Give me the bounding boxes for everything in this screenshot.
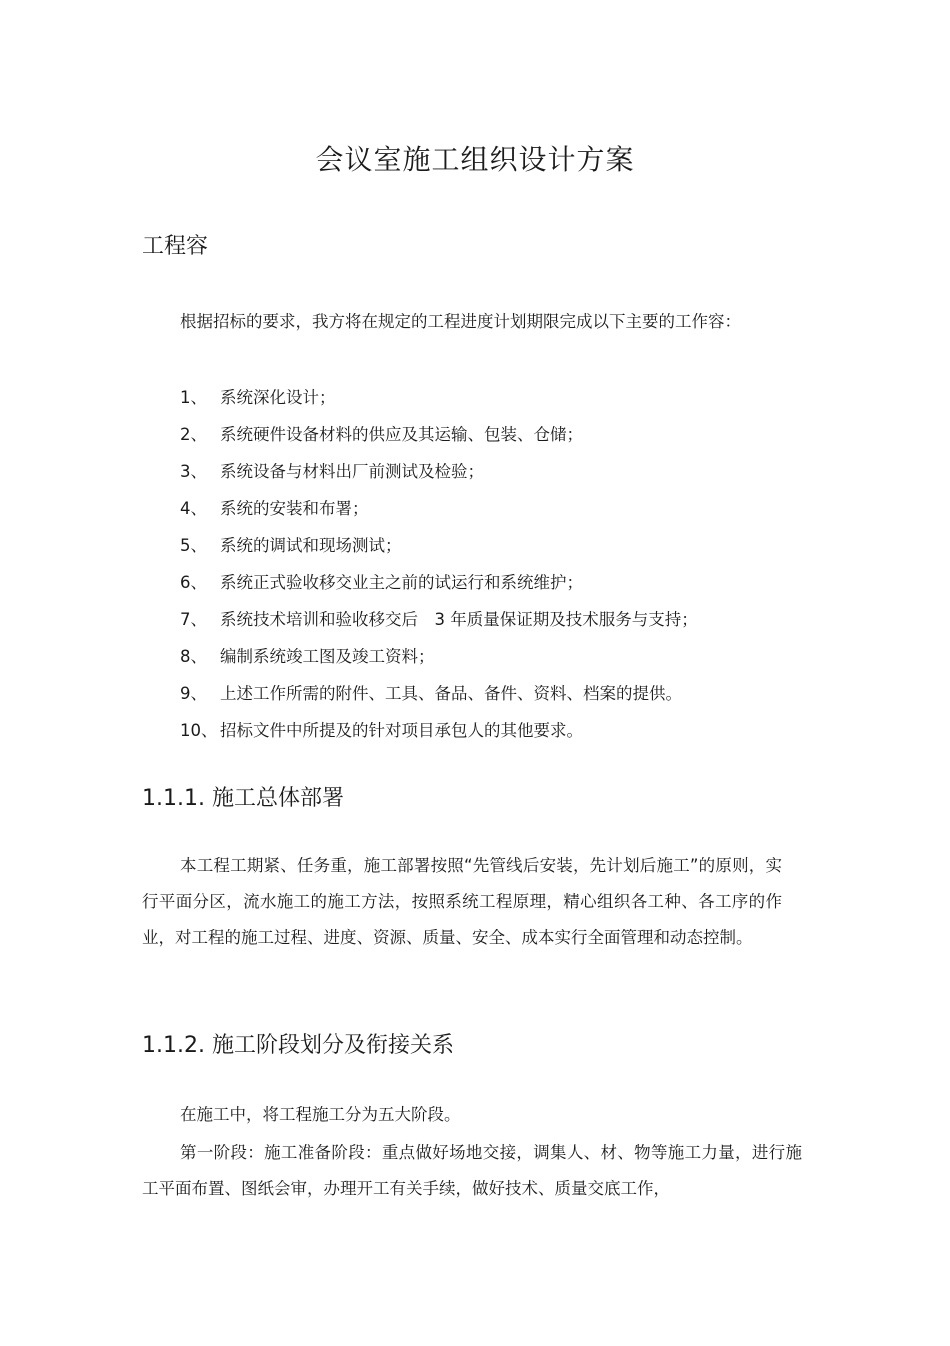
list-item bbox=[180, 712, 698, 749]
list-item-number: 9、 bbox=[180, 684, 207, 703]
list-item bbox=[180, 638, 698, 675]
list-item-number: 10、 bbox=[180, 721, 218, 740]
list-item-number: 5、 bbox=[180, 536, 207, 555]
intro-paragraph: 根据招标的要求，我方将在规定的工程进度计划期限完成以下主要的工作容： bbox=[180, 312, 741, 331]
list-item-text: 系统的调试和现场测试； bbox=[220, 536, 402, 555]
list-item-number: 1、 bbox=[180, 388, 207, 407]
stage-one-paragraph: 第一阶段：施工准备阶段：重点做好场地交接，调集人、材、物等施工力量，进行施工平面布置、图纸会审，办理开工有关手续，做好技术、质量交底工作， bbox=[142, 1143, 802, 1198]
section-heading-project-content: 工程容 bbox=[142, 234, 209, 259]
list-item-text: 系统技术培训和验收移交后 3 年质量保证期及技术服务与支持； bbox=[220, 610, 698, 629]
list-item-text: 系统设备与材料出厂前测试及检验； bbox=[220, 462, 484, 481]
list-item-number: 4、 bbox=[180, 499, 207, 518]
section-heading-overall-deployment: 1.1.1. 施工总体部署 bbox=[142, 786, 344, 811]
list-item-number: 8、 bbox=[180, 647, 207, 666]
list-item bbox=[180, 379, 698, 416]
list-item-number: 7、 bbox=[180, 610, 207, 629]
list-item-text: 系统的安装和布署； bbox=[220, 499, 369, 518]
list-item bbox=[180, 675, 698, 712]
task-list bbox=[180, 379, 698, 749]
list-item bbox=[180, 564, 698, 601]
stage-intro-paragraph: 在施工中，将工程施工分为五大阶段。 bbox=[180, 1105, 461, 1124]
list-item bbox=[180, 453, 698, 490]
list-item-number: 6、 bbox=[180, 573, 207, 592]
list-item-text: 系统硬件设备材料的供应及其运输、包装、仓储； bbox=[220, 425, 583, 444]
list-item bbox=[180, 416, 698, 453]
list-item bbox=[180, 490, 698, 527]
list-item-number: 3、 bbox=[180, 462, 207, 481]
list-item-text: 招标文件中所提及的针对项目承包人的其他要求。 bbox=[220, 721, 583, 740]
list-item-text: 系统正式验收移交业主之前的试运行和系统维护； bbox=[220, 573, 583, 592]
deployment-paragraph: 本工程工期紧、任务重，施工部署按照“先管线后安装，先计划后施工”的原则，实行平面分区，流水施工的施工方法，按照系统工程原理，精心组织各工种、各工序的作业，对工程的施工过程、进度、资源、质量、安全、成本实行全面管理和动态控制。 bbox=[142, 856, 782, 947]
list-item-text: 系统深化设计； bbox=[220, 388, 336, 407]
list-item bbox=[180, 527, 698, 564]
list-item-number: 2、 bbox=[180, 425, 207, 444]
list-item-text: 编制系统竣工图及竣工资料； bbox=[220, 647, 435, 666]
document-title: 会议室施工组织设计方案 bbox=[315, 143, 635, 176]
list-item-text: 上述工作所需的附件、工具、备品、备件、资料、档案的提供。 bbox=[220, 684, 682, 703]
section-heading-stage-division: 1.1.2. 施工阶段划分及衔接关系 bbox=[142, 1033, 454, 1058]
list-item bbox=[180, 601, 698, 638]
